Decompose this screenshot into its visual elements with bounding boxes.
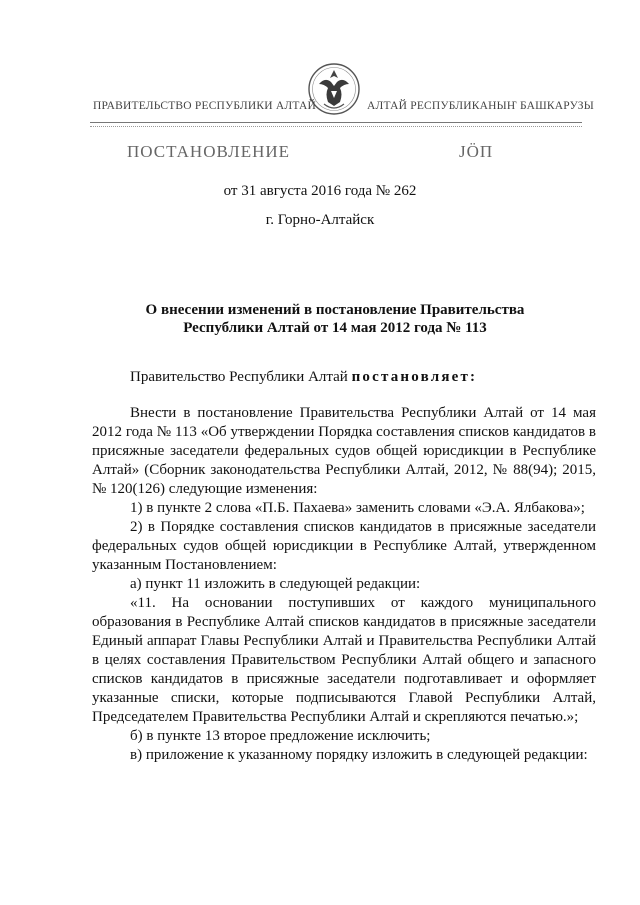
document-title-line: О внесении изменений в постановление Правительства — [145, 302, 525, 318]
body-paragraph: 1) в пункте 2 слова «П.Б. Пахаева» заменить словами «Э.А. Ялбакова»; — [130, 500, 585, 516]
header-left-text: ПРАВИТЕЛЬСТВО РЕСПУБЛИКИ АЛТАЙ — [93, 100, 317, 112]
body-paragraph: Внести в постановление Правительства Республики Алтай от 14 мая 2012 года № 113 «Об утверждении Порядка составления списков кандидатов в присяжные заседатели федеральных судов общей юрисдикции в Республике Алтай» (Сборник законодательства Республики Алтай, 2012, № 88(94); 2015, № 120(126) следующие изменения: — [92, 405, 596, 497]
document-title-line: Республики Алтай от 14 мая 2012 года № 113 — [183, 320, 487, 336]
doc-type-altai: ЈӦП — [459, 142, 494, 161]
intro-paragraph — [92, 368, 596, 387]
document-date: от 31 августа 2016 года № 262 — [223, 183, 417, 199]
intro-lead: Правительство Республики Алтай — [130, 369, 352, 385]
document-title — [120, 301, 550, 337]
document-city: г. Горно-Алтайск — [265, 212, 375, 228]
doc-type-russian: ПОСТАНОВЛЕНИЕ — [127, 142, 291, 161]
intro-verb: постановляет: — [351, 369, 478, 385]
body-paragraph: 2) в Порядке составления списков кандидатов в присяжные заседатели федеральных судов общей юрисдикции в Республике Алтай, утвержденном указанным Постановлением: — [92, 519, 596, 573]
header-right-text: АЛТАЙ РЕСПУБЛИКАНЫҤ БАШКАРУЗЫ — [367, 100, 594, 112]
document-body — [92, 368, 596, 765]
header-divider — [90, 122, 582, 123]
body-paragraph: а) пункт 11 изложить в следующей редакции: — [130, 576, 421, 592]
body-paragraph: б) в пункте 13 второе предложение исключить; — [130, 728, 431, 744]
body-paragraph: «11. На основании поступивших от каждого муниципального образования в Республике Алтай списков кандидатов в присяжные заседатели Единый аппарат Главы Республики Алтай и Правительства Республики Алтай в целях составления Правительством Республики Алтай общего и запасного списков кандидатов в присяжные заседатели подготавливает и оформляет указанные списки, которые подписываются Главой Республики Алтай, Председателем Правительства Республики Алтай и скрепляются печатью.»; — [92, 595, 596, 725]
body-paragraph: в) приложение к указанному порядку изложить в следующей редакции: — [130, 747, 588, 763]
header-divider-secondary — [90, 126, 582, 127]
